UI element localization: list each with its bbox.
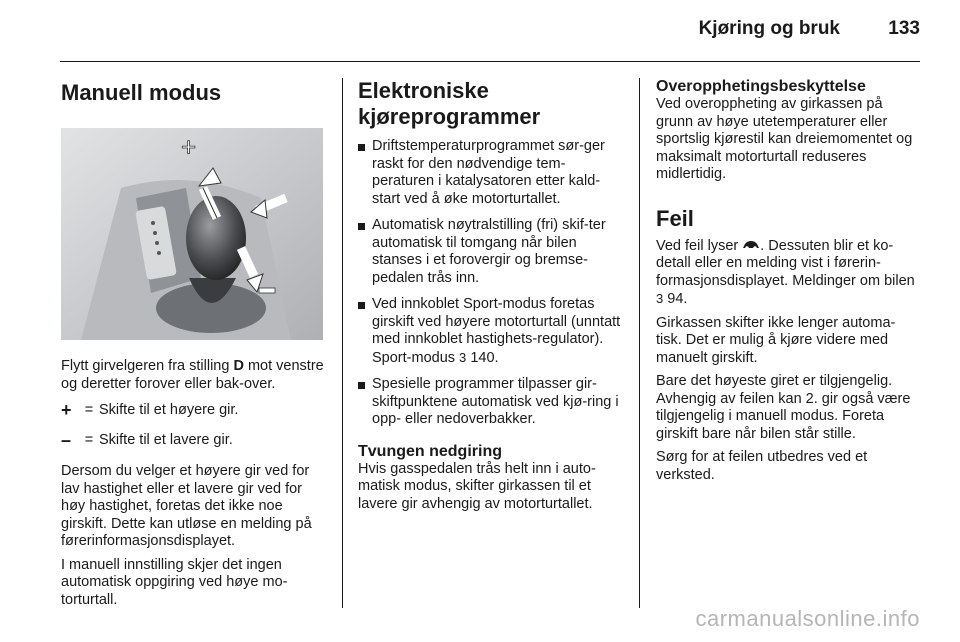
watermark: carmanualsonline.info (695, 606, 920, 631)
minus-icon: – (61, 429, 72, 450)
plus-icon: + (61, 400, 72, 420)
overheat-paragraph: Ved overoppheting av girkassen på grunn av høye utetemperaturer eller sportslig kjørestil kan dreiemomentet og maksimalt motorturtall reduseres midlertidig. (656, 96, 913, 182)
minus-legend-text: Skifte til et lavere gir. (99, 431, 233, 448)
list-item: Spesielle programmer tilpasser gir-skiftpunktene automatisk ved kjø-ring i opp- eller nedoverbakker. (358, 376, 623, 429)
page-header (0, 0, 960, 62)
column-electronic-programs (358, 78, 623, 513)
page-number: 133 (888, 18, 920, 39)
minus-equals: = (84, 431, 94, 448)
plus-equals: = (84, 402, 94, 418)
header-divider (60, 61, 920, 62)
plus-legend-row (61, 402, 326, 420)
column-divider-2 (639, 78, 640, 608)
list-item-text: Ved innkoblet Sport-modus foretas girskift ved høyere motorturtall (unntatt med innkoblet hastighets-regulator). Sport-modus (372, 296, 621, 366)
minus-legend-row (61, 429, 326, 450)
section-heading-fault: Feil (656, 205, 694, 231)
subheading-overheat-protection: Overopphetingsbeskyttelse (656, 78, 866, 95)
instruction-paragraph (61, 358, 326, 393)
workshop-paragraph: Sørg for at feilen utbedres ved et verksted. (656, 449, 868, 483)
column-divider-1 (342, 78, 343, 608)
instruction-text-a: Flytt girvelgeren fra stilling (61, 358, 234, 374)
cross-reference-icon: 3 (656, 291, 664, 306)
section-heading-electronic-line2: kjøreprogrammer (358, 104, 541, 129)
no-auto-upshift-paragraph: I manuell innstilling skjer det ingen automatisk oppgiring ved høye mo-torturtall. (61, 556, 288, 608)
gear-position-d: D (233, 358, 244, 374)
list-item (358, 296, 623, 367)
car-warning-icon (742, 238, 760, 254)
cross-reference-icon: 3 (459, 349, 467, 365)
instruction-text-c: mot venstre og deretter forover eller bak-over. (61, 358, 324, 392)
gear-selector-drawing (61, 128, 323, 340)
no-auto-shift-paragraph: Girkassen skifter ikke lenger automa-tisk. Det er mulig å kjøre videre med manuelt girskift. (656, 314, 896, 366)
list-item: Driftstemperaturprogrammet sør-ger raskt for den nødvendige tem-peraturen i katalysatoren etter kald-start ved å øke motorturtallet. (358, 138, 623, 208)
forced-downshift-paragraph: Hvis gasspedalen trås helt inn i auto-matisk modus, skifter girkassen til et lavere gir avhengig av motorturtallet. (358, 460, 596, 512)
gear-selector-illustration (61, 128, 323, 340)
column-overheat-fault (656, 78, 921, 484)
fault-text-b: . Dessuten blir et ko-detall eller en melding vist i førerin-formasjonsdisplayet. Meldinger om bilen (656, 237, 915, 289)
highest-gear-paragraph: Bare det høyeste giret er tilgjengelig. Avhengig av feilen kan 2. gir også være tilgjengelig i manuell modus. Foreta girskift bare når bilen står stille. (656, 373, 911, 442)
wrong-gear-paragraph: Dersom du velger et høyere gir ved for lav hastighet eller et lavere gir ved for høy hastighet, foretas det ikke noe girskift. Dette kan utløse en melding på førerinformasjonsdisplayet. (61, 463, 312, 549)
page-reference: 140. (470, 349, 499, 366)
column-manual-mode (61, 78, 326, 609)
fault-paragraph (656, 238, 921, 309)
list-item: Automatisk nøytralstilling (fri) skif-ter automatisk til tomgang når bilen stanses i et forovergir og bremse-pedalen trås inn. (358, 217, 623, 287)
subheading-forced-downshift: Tvungen nedgiring (358, 442, 502, 460)
page-reference: 94. (667, 291, 688, 307)
section-heading-manual-mode: Manuell modus (61, 80, 222, 105)
header-title: Kjøring og bruk (698, 18, 840, 39)
section-heading-electronic-line1: Elektroniske (358, 78, 489, 103)
plus-legend-text: Skifte til et høyere gir. (99, 402, 239, 418)
program-list (358, 138, 623, 429)
svg-text:+: + (181, 132, 197, 162)
fault-text-a: Ved feil lyser (656, 237, 739, 254)
